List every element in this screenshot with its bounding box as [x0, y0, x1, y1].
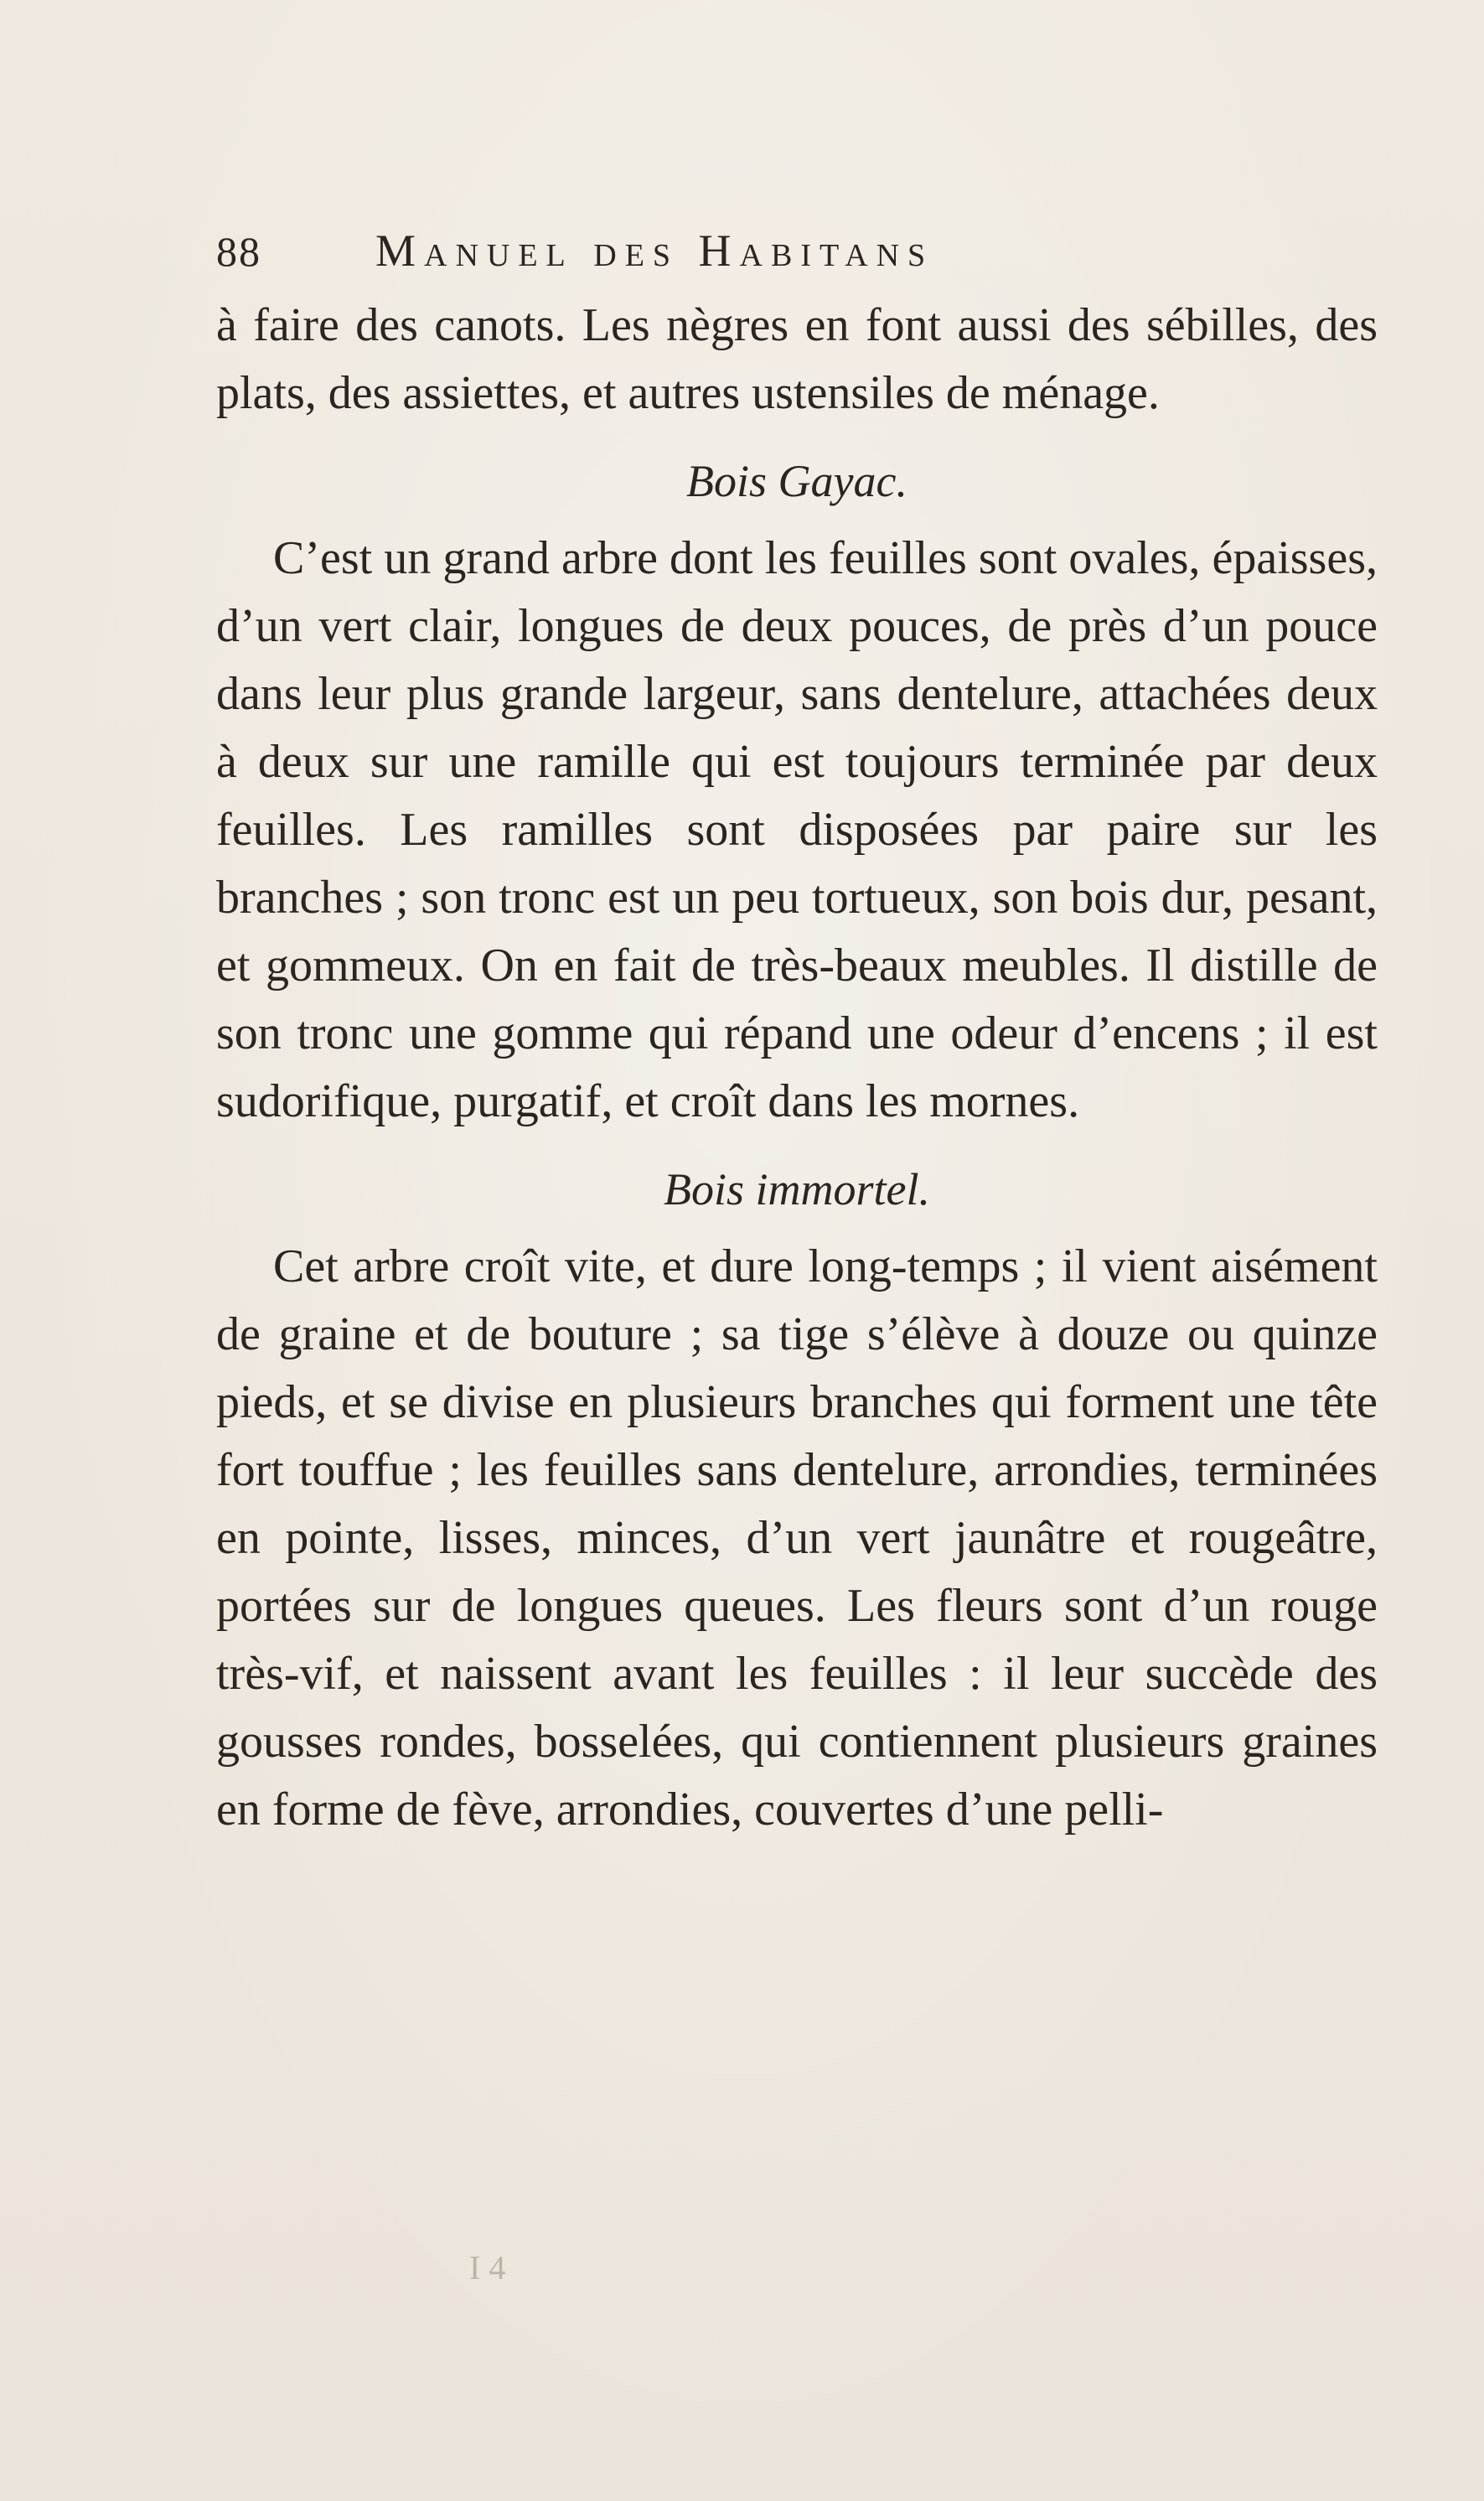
- intro-paragraph: à faire des canots. Les nègres en font aussi des sébilles, des plats, des assiettes, et autres ustensiles de ménage.: [216, 299, 1378, 419]
- text-block: [216, 225, 1378, 1844]
- page-header: [216, 225, 1378, 292]
- section-heading-bois-gayac: Bois Gayac.: [686, 456, 907, 506]
- section-paragraph-bois-gayac: C’est un grand arbre dont les feuilles sont ovales, épaisses, d’un vert clair, longues de deux pouces, de près d’un pouce dans leur plus grande largeur, sans dentelure, attachées deux à deux sur une ramille qui est toujours terminée par deux feuilles. Les ramilles sont disposées par paire sur les branches ; son tronc est un peu tortueux, son bois dur, pesant, et gommeux. On en fait de très-beaux meubles. Il distille de son tronc une gomme qui répand une odeur d’encens ; il est sudorifique, purgatif, et croît dans les mornes.: [216, 532, 1378, 1127]
- page-number: 88: [216, 228, 261, 275]
- section-paragraph-bois-immortel: Cet arbre croît vite, et dure long-temps ; il vient aisément de graine et de bouture ; sa tige s’élève à douze ou quinze pieds, et se divise en plusieurs branches qui forment une tête fort touffue ; les feuilles sans dentelure, arrondies, terminées en pointe, lisses, minces, d’un vert jaunâtre et rougeâtre, portées sur de longues queues. Les fleurs sont d’un rouge très-vif, et naissent avant les feuilles : il leur succède des gousses rondes, bosselées, qui contiennent plusieurs graines en forme de fève, arrondies, couvertes d’une pelli-: [216, 1240, 1378, 1836]
- section-heading-bois-immortel: Bois immortel.: [664, 1164, 930, 1214]
- running-title: Manuel des Habitans: [375, 225, 934, 276]
- signature-mark: I 4: [469, 2249, 506, 2286]
